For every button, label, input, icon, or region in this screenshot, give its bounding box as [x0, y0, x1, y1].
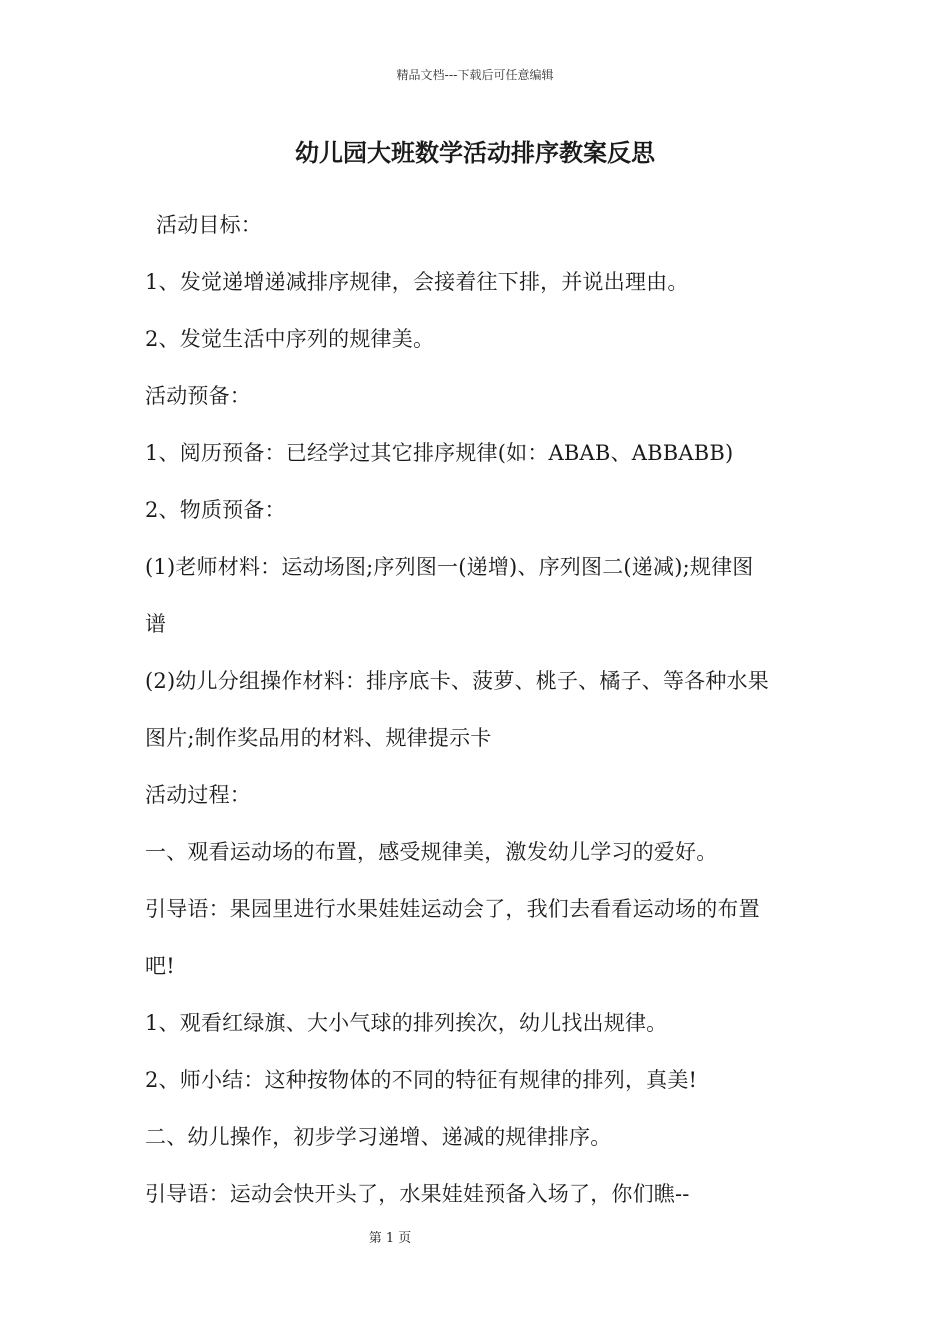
paragraph-line: 谱 — [145, 612, 167, 636]
paragraph-line: 二、幼儿操作，初步学习递增、递减的规律排序。 — [145, 1125, 612, 1149]
paragraph-line: 2、物质预备： — [145, 498, 286, 522]
paragraph-line: 引导语：运动会快开头了，水果娃娃预备入场了，你们瞧-- — [145, 1182, 690, 1206]
section-heading-process: 活动过程： — [145, 783, 251, 807]
document-title: 幼儿园大班数学活动排序教案反思 — [295, 139, 655, 167]
page-header: 精品文档---下载后可任意编辑 — [396, 68, 554, 82]
paragraph-line: 图片;制作奖品用的材料、规律提示卡 — [145, 726, 492, 750]
page-number: 第 1 页 — [368, 1231, 412, 1246]
paragraph-line: 1、阅历预备：已经学过其它排序规律(如：ABAB、ABBABB) — [145, 441, 734, 465]
paragraph-line: (2)幼儿分组操作材料：排序底卡、菠萝、桃子、橘子、等各种水果 — [145, 669, 769, 693]
section-heading-goals: 活动目标： — [156, 213, 262, 237]
paragraph-line: 一、观看运动场的布置，感受规律美，激发幼儿学习的爱好。 — [145, 840, 718, 864]
document-body — [145, 197, 810, 1223]
paragraph-line: 引导语：果园里进行水果娃娃运动会了，我们去看看运动场的布置 — [145, 897, 760, 921]
paragraph-line: 2、发觉生活中序列的规律美。 — [145, 327, 435, 351]
section-heading-preparation: 活动预备： — [145, 384, 251, 408]
paragraph-line: 2、师小结：这种按物体的不同的特征有规律的排列，真美! — [145, 1068, 698, 1092]
paragraph-line: (1)老师材料：运动场图;序列图一(递增)、序列图二(递减);规律图 — [145, 555, 754, 579]
paragraph-line: 吧! — [145, 954, 175, 978]
paragraph-line: 1、观看红绿旗、大小气球的排列挨次，幼儿找出规律。 — [145, 1011, 668, 1035]
paragraph-line: 1、发觉递增递减排序规律，会接着往下排，并说出理由。 — [145, 270, 689, 294]
